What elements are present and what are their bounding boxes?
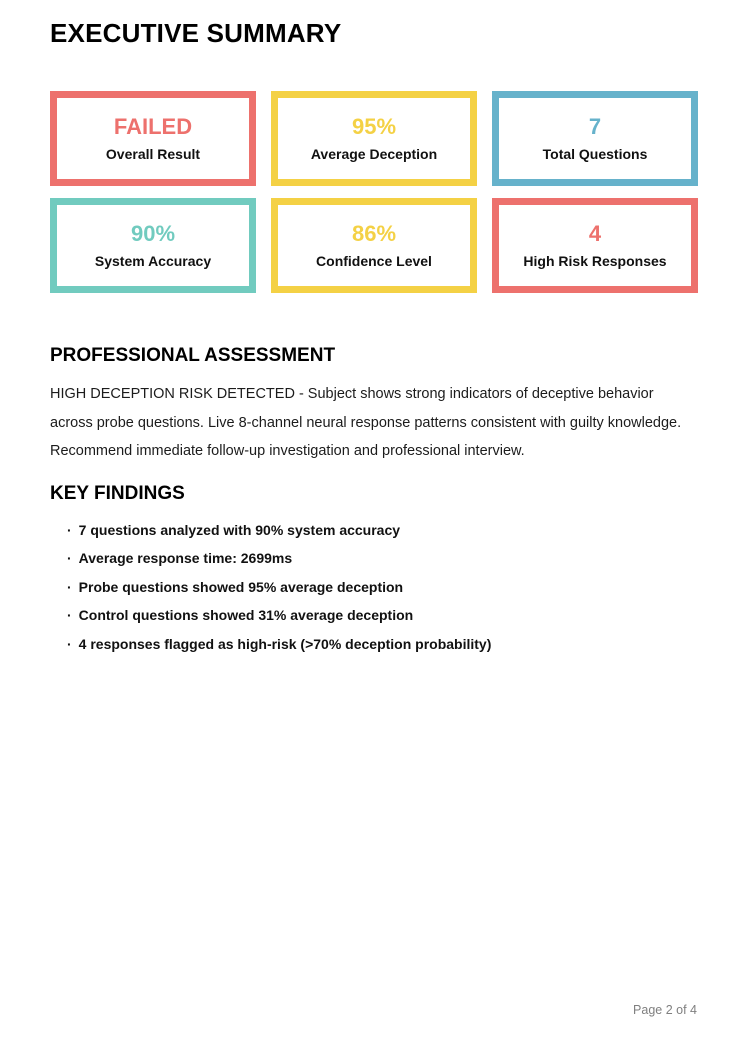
key-findings-section <box>50 483 697 652</box>
card-confidence-level <box>271 198 477 293</box>
card-value: 90% <box>130 220 176 246</box>
key-finding-text: 7 questions analyzed with 90% system accuracy <box>78 521 401 538</box>
key-finding-text: Probe questions showed 95% average deception <box>78 578 404 595</box>
key-findings-heading: KEY FINDINGS <box>50 482 185 504</box>
professional-assessment-heading: PROFESSIONAL ASSESSMENT <box>50 344 336 366</box>
card-value: 7 <box>588 113 602 139</box>
key-findings-list <box>50 522 697 652</box>
card-high-risk-responses <box>492 198 698 293</box>
report-content <box>0 17 743 652</box>
card-label: Overall Result <box>105 145 201 162</box>
card-label: High Risk Responses <box>523 252 667 269</box>
card-system-accuracy <box>50 198 256 293</box>
professional-assessment-body: HIGH DECEPTION RISK DETECTED - Subject shows strong indicators of deceptive behavior across probe questions. Live 8-channel neural response patterns consistent with guilty knowledge. Recommend immediate follow-up investigation and professional interview. <box>50 386 682 460</box>
card-value: 95% <box>351 113 397 139</box>
page-title: EXECUTIVE SUMMARY <box>50 18 342 48</box>
card-label: Total Questions <box>542 145 648 162</box>
summary-cards-grid <box>50 91 698 293</box>
card-value: 4 <box>588 220 602 246</box>
key-finding-text: 4 responses flagged as high-risk (>70% deception probability) <box>78 635 492 652</box>
key-finding-item <box>67 522 697 538</box>
bullet-icon: · <box>67 635 72 652</box>
key-finding-text: Average response time: 2699ms <box>78 550 293 567</box>
key-finding-text: Control questions showed 31% average deception <box>78 607 414 624</box>
bullet-icon: · <box>67 578 72 595</box>
professional-assessment-section <box>50 345 697 466</box>
key-finding-item <box>67 550 697 566</box>
key-finding-item <box>67 636 697 652</box>
card-value: FAILED <box>113 113 193 139</box>
card-total-questions <box>492 91 698 186</box>
card-label: Average Deception <box>310 145 438 162</box>
bullet-icon: · <box>67 607 72 624</box>
bullet-icon: · <box>67 521 72 538</box>
card-overall-result <box>50 91 256 186</box>
key-finding-item <box>67 579 697 595</box>
card-average-deception <box>271 91 477 186</box>
card-value: 86% <box>351 220 397 246</box>
page-number: Page 2 of 4 <box>633 1003 697 1017</box>
key-finding-item <box>67 607 697 623</box>
card-label: Confidence Level <box>316 252 432 269</box>
card-label: System Accuracy <box>94 252 212 269</box>
bullet-icon: · <box>67 550 72 567</box>
